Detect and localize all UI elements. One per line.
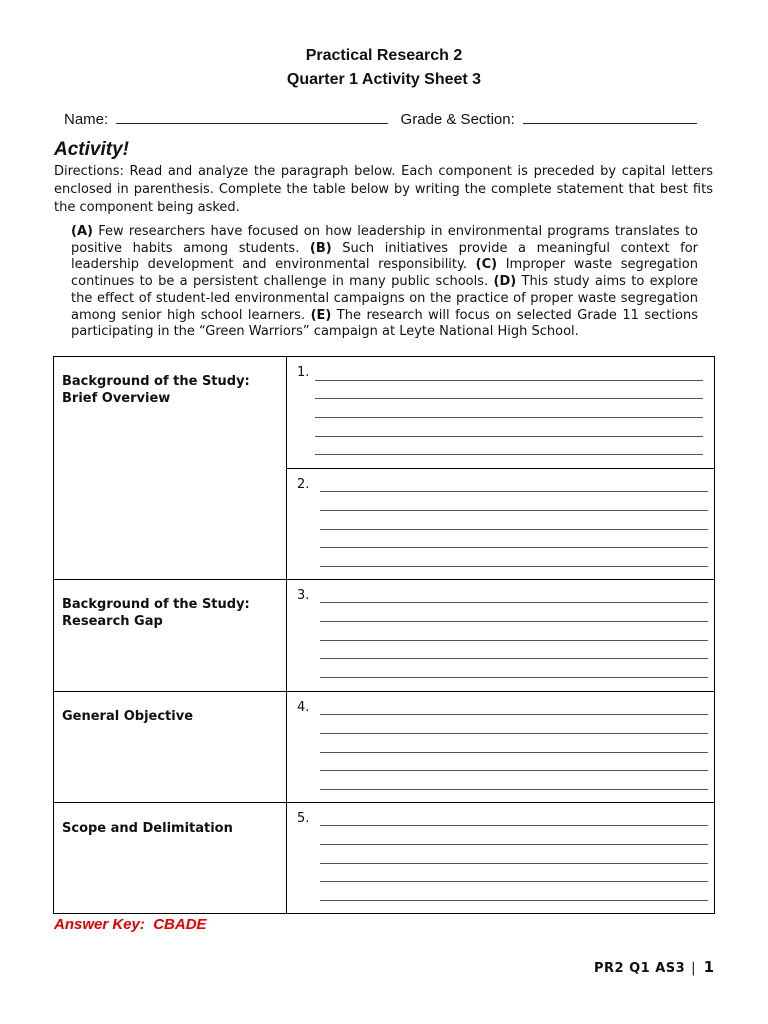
- answer-write-line: [315, 417, 703, 418]
- component-label-line: General Objective: [62, 709, 194, 724]
- answer-write-line: [320, 900, 708, 901]
- answer-write-line: [320, 621, 708, 622]
- component-label-scope: [62, 820, 282, 837]
- passage-marker: (B): [309, 240, 332, 256]
- answer-number: 1.: [297, 365, 310, 380]
- grade-section-blank-line: [523, 110, 697, 124]
- component-label-general-objective: [62, 708, 282, 725]
- document-subtitle: Quarter 1 Activity Sheet 3: [286, 71, 482, 88]
- component-label-line: Scope and Delimitation: [62, 821, 233, 836]
- footer-code: PR2 Q1 AS3: [593, 961, 686, 976]
- activity-heading: Activity!: [54, 139, 129, 160]
- answer-write-line: [320, 714, 708, 715]
- answer-write-line: [320, 658, 708, 659]
- answer-write-line: [320, 547, 708, 548]
- answer-write-line: [320, 602, 708, 603]
- answer-write-line: [320, 789, 708, 790]
- answer-write-line: [320, 510, 708, 511]
- worksheet-table: [53, 356, 715, 914]
- answer-write-line: [320, 881, 708, 882]
- passage-paragraph: [71, 224, 698, 341]
- answer-write-line: [315, 436, 703, 437]
- answer-key-label: Answer Key:: [54, 916, 145, 933]
- passage-marker: (C): [475, 257, 498, 273]
- passage-sentence: This study aims to explore the effect of student-led environmental campaigns on the practice of proper waste segregation among senior high school learners.: [71, 274, 698, 323]
- answer-number: 3.: [297, 588, 310, 603]
- page-footer: [594, 958, 714, 976]
- answer-number: 5.: [297, 811, 310, 826]
- passage-sentence: Improper waste segregation continues to be a persistent challenge in many public schools.: [71, 257, 698, 290]
- passage-marker: (D): [493, 274, 517, 290]
- answer-write-line: [320, 640, 708, 641]
- component-label-line: Research Gap: [62, 614, 163, 629]
- component-label-line: Background of the Study:: [62, 597, 250, 612]
- answer-cell-5: [287, 803, 715, 913]
- answer-write-line: [320, 825, 708, 826]
- page-number: 1: [703, 958, 714, 976]
- answer-write-line: [320, 529, 708, 530]
- passage-sentence: The research will focus on selected Grade 11 sections participating in the “Green Warriors” campaign at Leyte National High School.: [71, 307, 698, 340]
- student-info-row: [64, 110, 697, 128]
- answer-write-line: [320, 863, 708, 864]
- answer-key-value: CBADE: [153, 916, 207, 933]
- answer-cell-2: [287, 469, 715, 579]
- answer-cell-4: [287, 692, 715, 802]
- answer-write-line: [320, 752, 708, 753]
- answer-write-line: [320, 677, 708, 678]
- answer-write-line: [315, 454, 703, 455]
- component-label-line: Background of the Study:: [62, 374, 250, 389]
- document-title: Practical Research 2: [305, 47, 463, 64]
- passage-marker: (E): [310, 307, 332, 323]
- component-label-line: Brief Overview: [62, 391, 171, 406]
- name-blank-line: [116, 110, 388, 124]
- answer-number: 4.: [297, 700, 310, 715]
- answer-write-line: [320, 491, 708, 492]
- answer-number: 2.: [297, 477, 310, 492]
- passage-marker: (A): [71, 224, 93, 239]
- directions-text: Directions: Read and analyze the paragraph below. Each component is preceded by capital letters enclosed in parenthesis. Complete the table below by writing the complete statement that best fits the component being asked.: [54, 164, 713, 215]
- footer-separator: |: [691, 961, 696, 976]
- name-label: Name:: [64, 111, 109, 128]
- answer-key: [54, 916, 207, 933]
- answer-write-line: [320, 566, 708, 567]
- component-label-brief-overview: [62, 373, 282, 407]
- component-label-research-gap: [62, 596, 282, 630]
- answer-write-line: [320, 733, 708, 734]
- answer-cell-3: [287, 580, 715, 691]
- answer-write-line: [315, 398, 703, 399]
- grade-section-label: Grade & Section:: [400, 111, 515, 128]
- answer-write-line: [320, 770, 708, 771]
- passage-sentence: Few researchers have focused on how leadership in environmental programs translates to positive habits among students.: [71, 224, 698, 256]
- answer-cell-1: [287, 357, 715, 468]
- answer-write-line: [315, 380, 703, 381]
- answer-write-line: [320, 844, 708, 845]
- passage-sentence: Such initiatives provide a meaningful context for leadership development and environmental responsibility.: [71, 240, 698, 273]
